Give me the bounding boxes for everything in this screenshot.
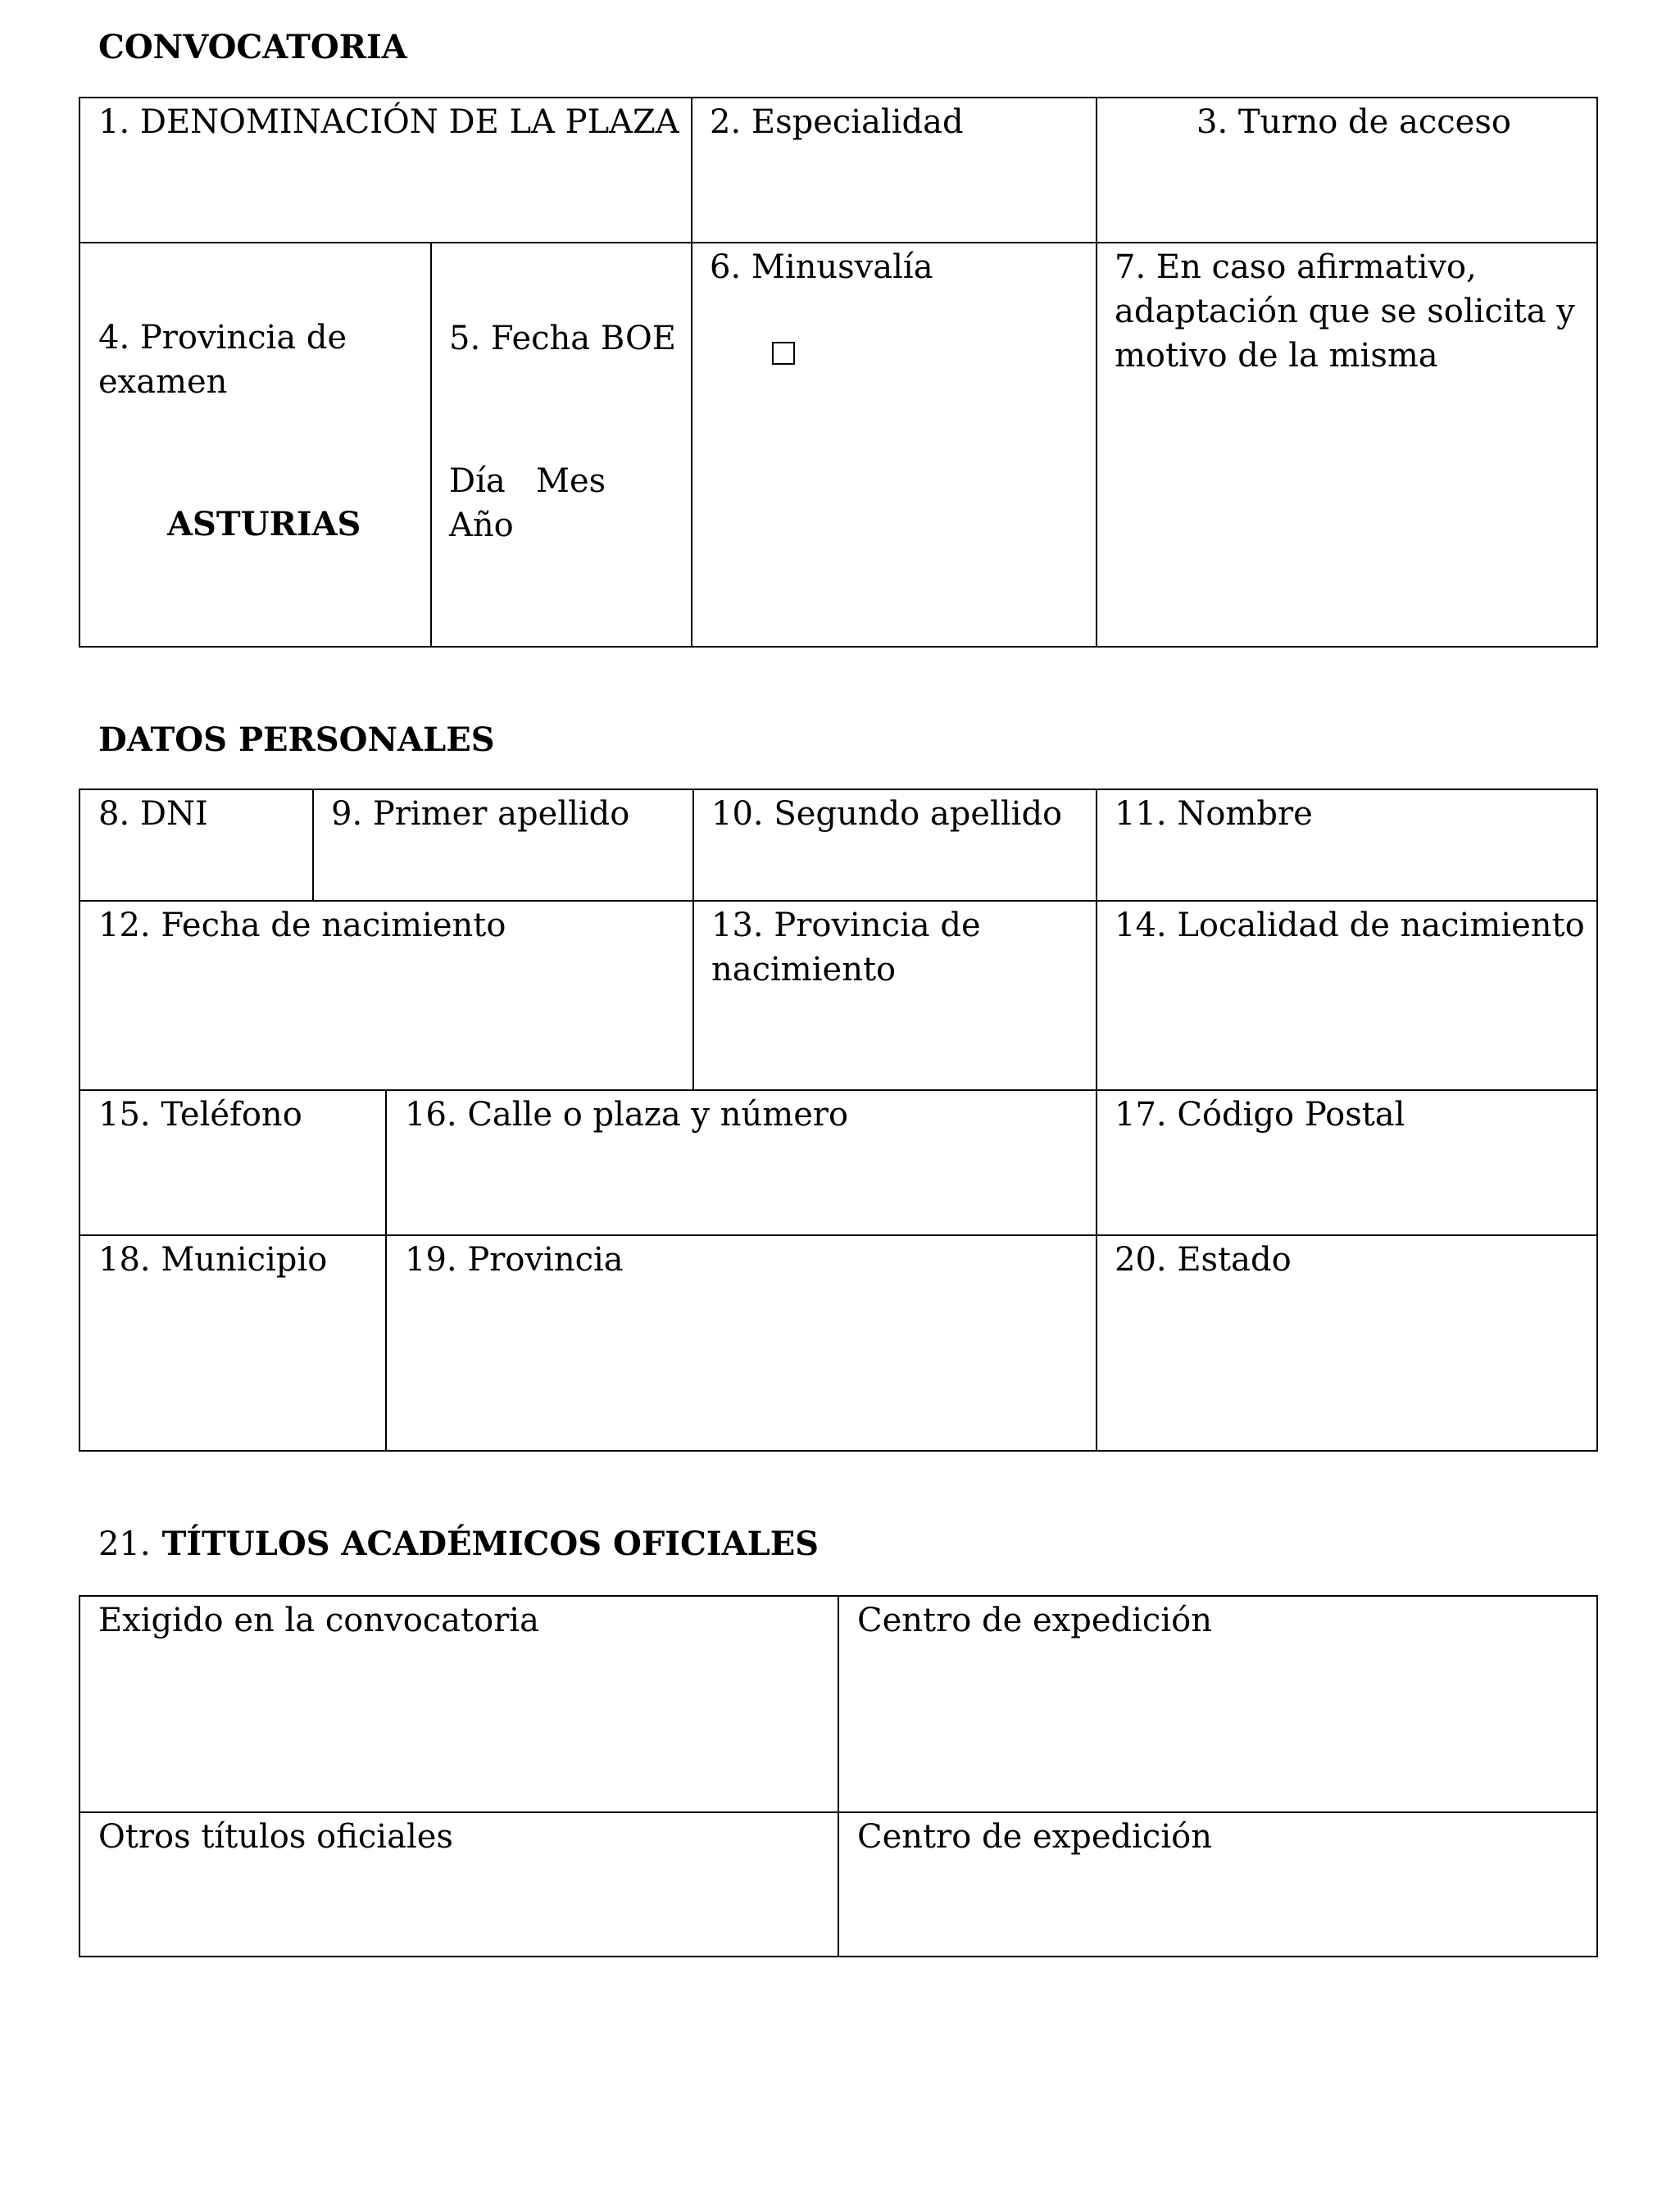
- field-turno-acceso[interactable]: 3. Turno de acceso: [1196, 103, 1511, 141]
- convocatoria-heading: CONVOCATORIA: [98, 28, 407, 66]
- field-localidad-nacimiento[interactable]: 14. Localidad de nacimiento: [1115, 907, 1585, 944]
- table-rule: [430, 242, 432, 648]
- table-rule: [79, 1089, 1598, 1091]
- titulos-heading-number: 21.: [98, 1525, 151, 1563]
- fecha-boe-dia-label: Día: [449, 462, 506, 500]
- table-rule: [312, 789, 314, 900]
- minusvalia-checkbox[interactable]: [772, 342, 795, 365]
- table-rule: [692, 789, 694, 1089]
- provincia-examen-value: ASTURIAS: [167, 505, 361, 543]
- field-segundo-apellido[interactable]: 10. Segundo apellido: [711, 795, 1063, 833]
- field-fecha-boe[interactable]: 5. Fecha BOE: [449, 320, 676, 357]
- field-denominacion-plaza[interactable]: 1. DENOMINACIÓN DE LA PLAZA: [98, 103, 679, 141]
- field-telefono[interactable]: 15. Teléfono: [98, 1096, 302, 1134]
- field-calle-numero[interactable]: 16. Calle o plaza y número: [405, 1096, 849, 1134]
- table-rule: [79, 242, 1598, 243]
- field-titulo-exigido[interactable]: Exigido en la convocatoria: [98, 1602, 539, 1639]
- field-fecha-nacimiento[interactable]: 12. Fecha de nacimiento: [98, 907, 506, 944]
- field-municipio[interactable]: 18. Municipio: [98, 1241, 328, 1279]
- table-rule: [1096, 97, 1097, 648]
- field-otros-titulos[interactable]: Otros títulos oficiales: [98, 1818, 453, 1856]
- field-codigo-postal[interactable]: 17. Código Postal: [1115, 1096, 1405, 1134]
- field-centro-expedicion-exigido[interactable]: Centro de expedición: [857, 1602, 1212, 1639]
- field-especialidad[interactable]: 2. Especialidad: [710, 103, 964, 141]
- table-rule: [79, 900, 1598, 902]
- table-rule: [691, 97, 692, 648]
- table-rule: [838, 1595, 839, 1957]
- titulos-heading: [98, 1525, 819, 1563]
- field-provincia[interactable]: 19. Provincia: [405, 1241, 624, 1279]
- field-estado[interactable]: 20. Estado: [1115, 1241, 1292, 1279]
- table-rule: [79, 1234, 1598, 1236]
- minusvalia-label: 6. Minusvalía: [710, 248, 933, 286]
- field-dni[interactable]: 8. DNI: [98, 795, 208, 833]
- datos-personales-heading: DATOS PERSONALES: [98, 720, 495, 759]
- titulos-heading-text: TÍTULOS ACADÉMICOS OFICIALES: [161, 1525, 820, 1563]
- fecha-boe-anio-label: Año: [449, 507, 514, 544]
- field-nombre[interactable]: 11. Nombre: [1115, 795, 1313, 833]
- table-rule: [385, 1089, 387, 1452]
- field-provincia-nacimiento[interactable]: 13. Provincia de nacimiento: [711, 907, 981, 989]
- field-primer-apellido[interactable]: 9. Primer apellido: [331, 795, 630, 833]
- field-centro-expedicion-otros[interactable]: Centro de expedición: [857, 1818, 1212, 1856]
- table-rule: [1096, 789, 1097, 1452]
- field-provincia-examen[interactable]: 4. Provincia de examen: [98, 319, 347, 401]
- fecha-boe-mes-label: Mes: [536, 462, 606, 500]
- field-adaptacion-solicitada[interactable]: 7. En caso afirmativo, adaptación que se solicita y motivo de la misma: [1115, 248, 1575, 375]
